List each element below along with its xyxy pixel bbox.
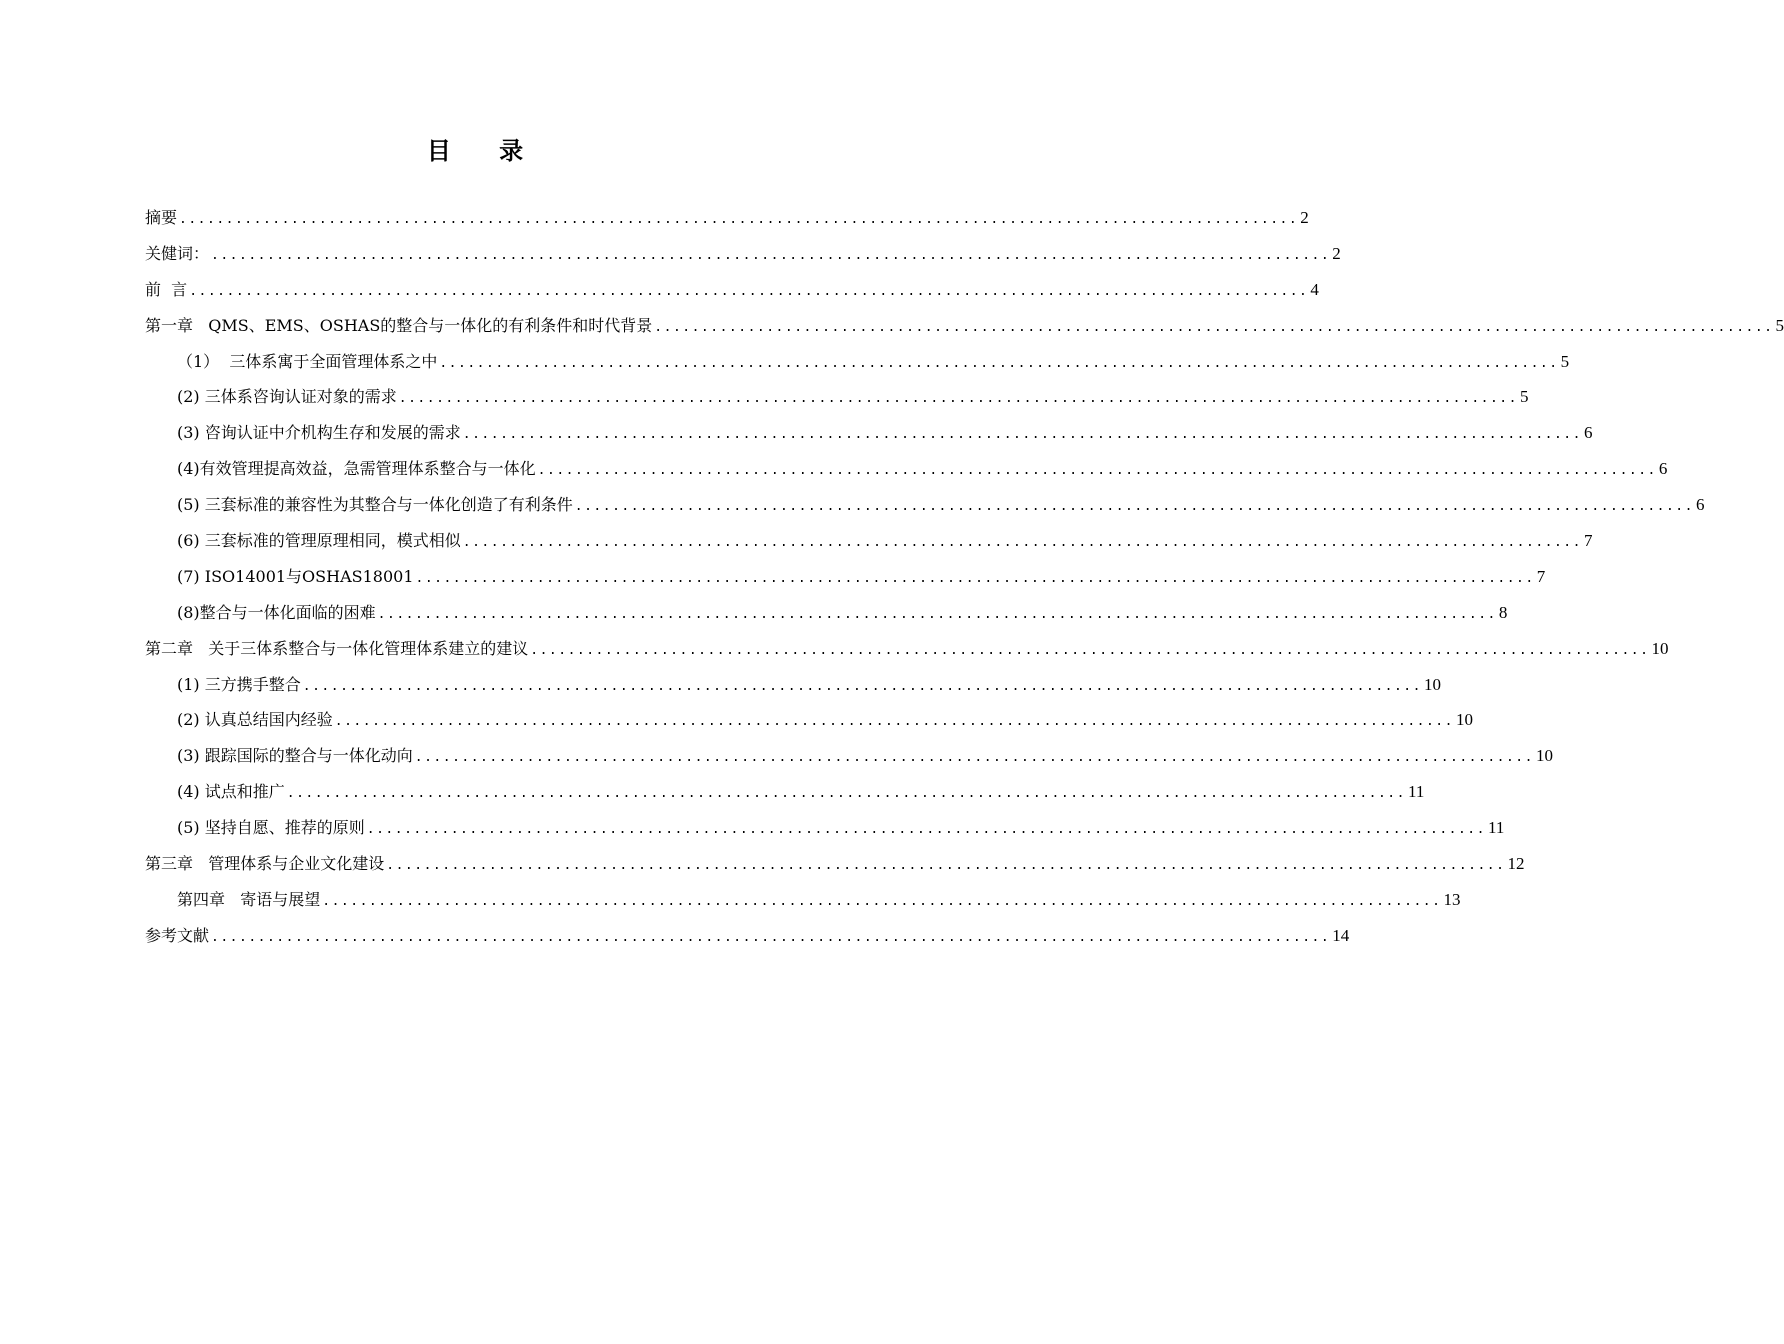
- dot-leader: ........................................................................................................................: [537, 463, 1657, 479]
- toc-entry-label: (7) ISO14001与OSHAS18001: [177, 566, 414, 586]
- dot-leader: ........................................................................................................................: [211, 247, 1331, 263]
- toc-entry-label: (3) 咨询认证中介机构生存和发展的需求: [177, 423, 461, 443]
- dot-leader: ........................................................................................................................: [211, 929, 1331, 945]
- toc-entry-label: 第四章 寄语与展望: [177, 889, 321, 909]
- dot-leader: ........................................................................................................................: [386, 858, 1506, 874]
- toc-page-number: 7: [1536, 566, 1546, 586]
- toc-entry-label: （1） 三体系寓于全面管理体系之中: [177, 351, 438, 371]
- toc-entry-section-1-8[interactable]: [145, 602, 1508, 639]
- toc-entry-label: (5) 坚持自愿、推荐的原则: [177, 818, 365, 838]
- toc-entry-section-2-5[interactable]: [145, 818, 1505, 854]
- toc-page-number: 2: [1332, 243, 1341, 263]
- dot-leader: ........................................................................................................................: [322, 893, 1442, 909]
- dot-leader: ........................................................................................................................: [366, 822, 1486, 838]
- toc-entry-section-1-7[interactable]: [145, 566, 1546, 603]
- toc-entry-label: 前 言: [145, 279, 188, 299]
- toc-page-number: 10: [1535, 746, 1553, 766]
- toc-page-number: 6: [1695, 495, 1705, 515]
- toc-list: [145, 208, 1784, 962]
- toc-entry-label: 参考文献: [145, 925, 210, 945]
- toc-title: 目 录: [426, 136, 544, 165]
- toc-page-number: 10: [1651, 638, 1669, 658]
- toc-entry-label: (2) 三体系咨询认证对象的需求: [177, 387, 397, 407]
- toc-entry-section-1-5[interactable]: [145, 495, 1705, 531]
- toc-entry-chapter-1[interactable]: [145, 315, 1784, 352]
- toc-page-number: 6: [1583, 423, 1593, 443]
- toc-entry-references[interactable]: [145, 925, 1350, 962]
- toc-entry-chapter-4[interactable]: [145, 889, 1461, 926]
- toc-page-number: 5: [1519, 387, 1529, 407]
- toc-page-number: 2: [1300, 208, 1309, 227]
- toc-entry-label: (4) 试点和推广: [177, 782, 285, 802]
- toc-entry-label: 关健词：: [145, 243, 210, 263]
- toc-entry-section-1-2[interactable]: [145, 387, 1529, 423]
- toc-entry-section-2-2[interactable]: [145, 710, 1473, 746]
- dot-leader: ........................................................................................................................: [414, 750, 1534, 766]
- toc-entry-section-2-1[interactable]: [145, 674, 1441, 711]
- toc-entry-abstract[interactable]: [145, 208, 1309, 244]
- toc-entry-section-1-4[interactable]: [145, 459, 1668, 495]
- toc-entry-label: (5) 三套标准的兼容性为其整合与一体化创造了有利条件: [177, 495, 573, 515]
- dot-leader: ........................................................................................................................: [415, 570, 1535, 586]
- toc-entry-label: (3) 跟踪国际的整合与一体化动向: [177, 746, 413, 766]
- toc-entry-section-1-6[interactable]: [145, 531, 1593, 567]
- dot-leader: ........................................................................................................................: [462, 427, 1582, 443]
- toc-entry-label: 第一章 QMS、EMS、OSHAS的整合与一体化的有利条件和时代背景: [145, 315, 653, 335]
- dot-leader: ........................................................................................................................: [654, 319, 1774, 335]
- dot-leader: ........................................................................................................................: [377, 606, 1497, 622]
- toc-page-number: 5: [1775, 315, 1784, 335]
- dot-leader: ........................................................................................................................: [286, 786, 1406, 802]
- toc-entry-section-1-1[interactable]: [145, 351, 1570, 388]
- dot-leader: ........................................................................................................................: [462, 535, 1582, 551]
- dot-leader: ........................................................................................................................: [398, 391, 1518, 407]
- dot-leader: ........................................................................................................................: [189, 283, 1309, 299]
- toc-page-number: 10: [1423, 674, 1441, 694]
- toc-page-number: 8: [1498, 602, 1508, 622]
- toc-entry-label: 第二章 关于三体系整合与一体化管理体系建立的建议: [145, 638, 529, 658]
- dot-leader: ........................................................................................................................: [439, 355, 1559, 371]
- dot-leader: ........................................................................................................................: [179, 212, 1299, 227]
- dot-leader: ........................................................................................................................: [302, 678, 1422, 694]
- toc-page-number: 4: [1310, 279, 1319, 299]
- toc-page-number: 5: [1560, 351, 1570, 371]
- toc-entry-keywords[interactable]: [145, 243, 1341, 280]
- toc-page-number: 13: [1443, 889, 1461, 909]
- toc-entry-label: 第三章 管理体系与企业文化建设: [145, 854, 385, 874]
- toc-entry-chapter-2[interactable]: [145, 638, 1669, 675]
- toc-entry-preface[interactable]: [145, 279, 1319, 316]
- toc-page-number: 11: [1407, 782, 1425, 802]
- dot-leader: ........................................................................................................................: [574, 499, 1694, 515]
- toc-entry-label: (8)整合与一体化面临的困难: [177, 602, 376, 622]
- toc-entry-label: 摘要: [145, 208, 178, 227]
- dot-leader: ........................................................................................................................: [530, 642, 1650, 658]
- toc-entry-label: (6) 三套标准的管理原理相同，模式相似: [177, 531, 461, 551]
- dot-leader: ........................................................................................................................: [334, 714, 1454, 730]
- toc-entry-chapter-3[interactable]: [145, 854, 1525, 890]
- toc-entry-label: (1) 三方携手整合: [177, 674, 301, 694]
- toc-page-number: 10: [1455, 710, 1473, 730]
- toc-page-number: 12: [1507, 854, 1525, 874]
- toc-entry-section-2-4[interactable]: [145, 782, 1425, 818]
- toc-page-number: 14: [1332, 925, 1350, 945]
- toc-entry-label: (4)有效管理提高效益，急需管理体系整合与一体化: [177, 459, 536, 479]
- toc-entry-label: (2) 认真总结国内经验: [177, 710, 333, 730]
- toc-page-number: 11: [1487, 818, 1505, 838]
- toc-entry-section-2-3[interactable]: [145, 746, 1553, 782]
- toc-page-number: 7: [1583, 531, 1593, 551]
- toc-page-number: 6: [1658, 459, 1668, 479]
- toc-entry-section-1-3[interactable]: [145, 423, 1593, 459]
